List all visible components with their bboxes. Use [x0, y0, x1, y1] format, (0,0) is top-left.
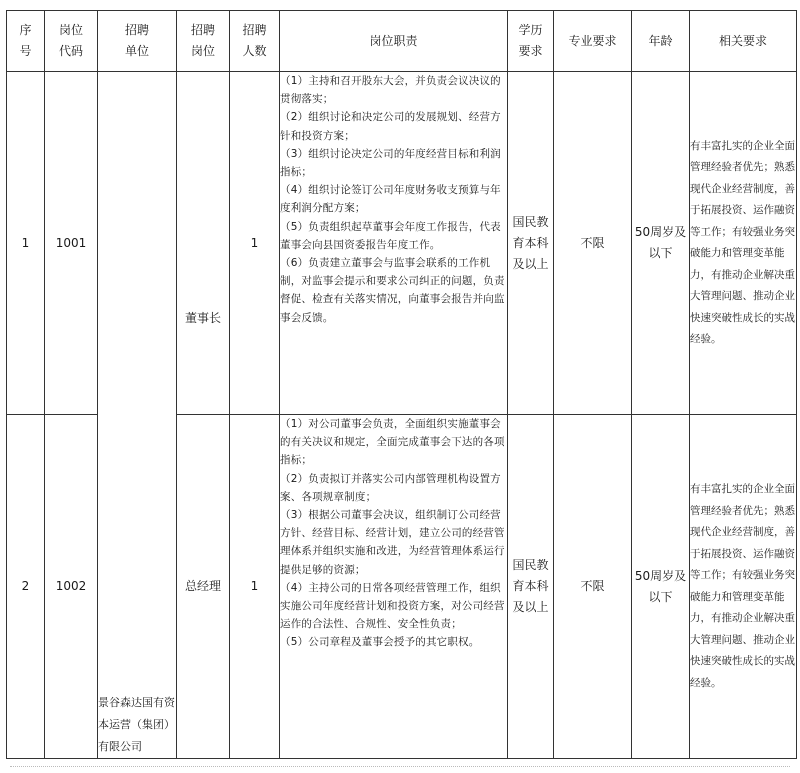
duty-item: （5）公司章程及董事会授予的其它职权。: [280, 636, 480, 649]
header-req: 相关要求: [690, 11, 797, 72]
recruitment-table: [6, 10, 797, 759]
duty-item: （3）组织讨论决定公司的年度经营目标和利润指标；: [280, 147, 501, 179]
row-req: [690, 72, 797, 415]
requirement-text: 有丰富扎实的企业全面管理经验者优先；熟悉现代企业经营制度，善于拓展投资、运作融资等工作；有较强业务突破能力和管理变革能力，有推动企业解决重大管理问题、推动企业快速突破性成长的实战经验。: [690, 483, 795, 689]
bottom-divider: [10, 766, 790, 768]
row-age: 50周岁及以下: [632, 415, 690, 759]
header-row: [7, 11, 797, 72]
recruiting-unit: 景谷森达国有资本运营（集团）有限公司: [98, 72, 177, 759]
row-duties: [280, 72, 508, 415]
duty-item: （5）负责组织起草董事会年度工作报告，代表董事会向县国资委报告年度工作。: [280, 220, 501, 251]
header-edu: 学历要求: [508, 11, 554, 72]
duty-item: （2）组织讨论和决定公司的发展规划、经营方针和投资方案；: [280, 111, 501, 142]
row-seq: 2: [7, 415, 45, 759]
duty-item: （1）对公司董事会负责，全面组织实施董事会的有关决议和规定，全面完成董事会下达的各项指标；: [280, 418, 505, 467]
row-count: 1: [230, 415, 280, 759]
row-code: 1001: [45, 72, 98, 415]
row-age: 50周岁及以下: [632, 72, 690, 415]
requirement-text: 有丰富扎实的企业全面管理经验者优先；熟悉现代企业经营制度，善于拓展投资、运作融资等工作；有较强业务突破能力和管理变革能力，有推动企业解决重大管理问题、推动企业快速突破性成长的实战经验。: [690, 139, 795, 345]
row-post: [177, 72, 230, 415]
header-duty: 岗位职责: [280, 11, 508, 72]
header-post: 招聘岗位: [177, 11, 230, 72]
duty-item: （6）负责建立董事会与监事会联系的工作机制，对监事会提示和要求公司纠正的问题，负责督促、检查有关落实情况，向董事会报告并向监事会反馈。: [280, 257, 505, 324]
header-seq: 序号: [7, 11, 45, 72]
header-code: 岗位代码: [45, 11, 98, 72]
duty-item: （4）主持公司的日常各项经营管理工作，组织实施公司年度经营计划和投资方案，对公司经营运作的合法性、合规性、安全性负责；: [280, 581, 505, 631]
header-major: 专业要求: [554, 11, 632, 72]
row-duties: [280, 415, 508, 759]
row-major: 不限: [554, 72, 632, 415]
duty-item: （4）组织讨论签订公司年度财务收支预算与年度利润分配方案；: [280, 184, 501, 215]
duty-item: （2）负责拟订并落实公司内部管理机构设置方案、各项规章制度；: [280, 472, 501, 503]
header-unit: 招聘单位: [98, 11, 177, 72]
row-req: [690, 415, 797, 759]
header-age: 年龄: [632, 11, 690, 72]
header-count: 招聘人数: [230, 11, 280, 72]
row-count: 1: [230, 72, 280, 415]
table-row: [7, 72, 797, 415]
row-edu: 国民教育本科及以上: [508, 72, 554, 415]
row-post: 总经理: [177, 415, 230, 759]
post-name: 董事长: [184, 311, 221, 325]
row-code: 1002: [45, 415, 98, 759]
row-seq: 1: [7, 72, 45, 415]
duty-item: （1）主持和召开股东大会，并负责会议决议的贯彻落实；: [280, 75, 501, 106]
row-edu: 国民教育本科及以上: [508, 415, 554, 759]
row-major: 不限: [554, 415, 632, 759]
duty-item: （3）根据公司董事会决议，组织制订公司经营方针、经营目标、经营计划，建立公司的经营管理体系并组织实施和改进，为经营管理体系运行提供足够的资源；: [280, 509, 505, 576]
